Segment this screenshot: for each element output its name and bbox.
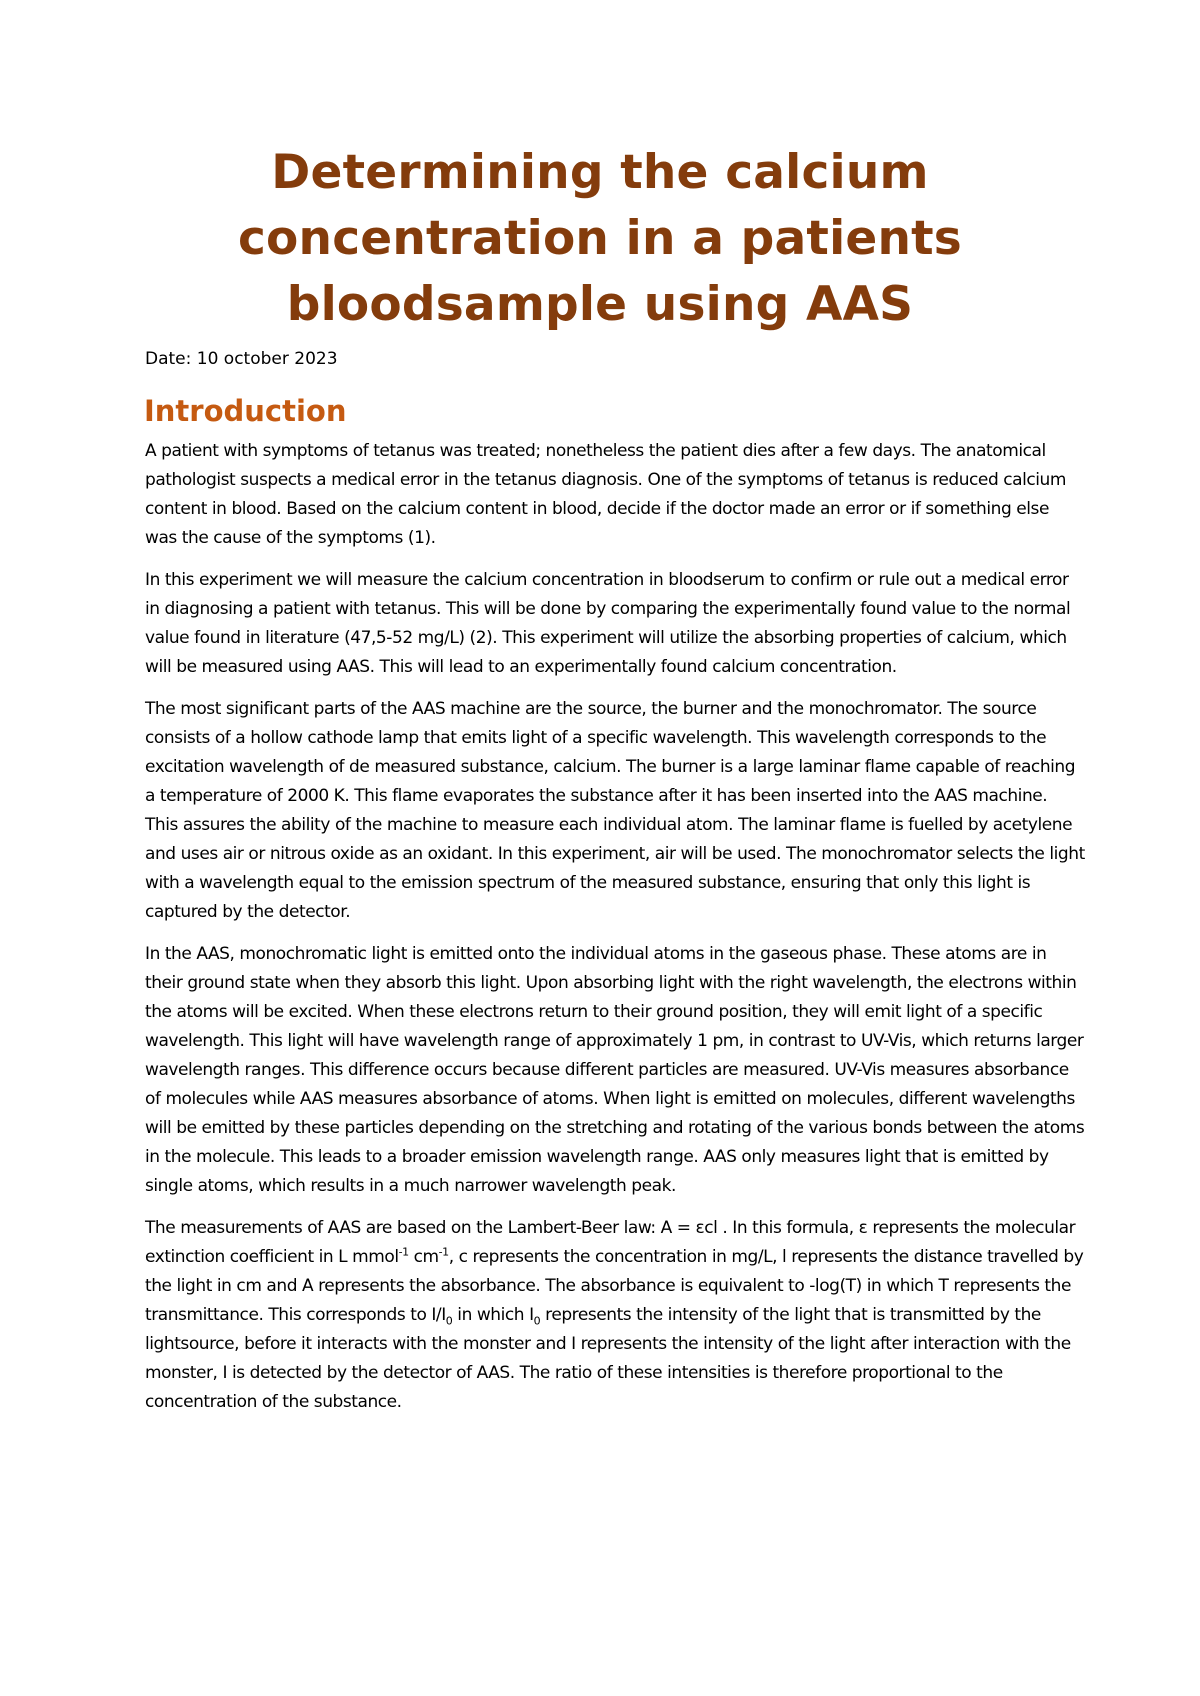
paragraph-5-part-3: , c represents the concentration in mg/L, l represents the distance travelled by the light in cm and A represents the absorbance. The absorbance is equivalent to -log(T) in which T represents the transmittance. This corresponds to I/I	[145, 1247, 1084, 1325]
paragraph-5-part-4: in which I	[452, 1305, 534, 1325]
superscript-exponent: -1	[398, 1245, 409, 1259]
paragraph-2: In this experiment we will measure the calcium concentration in bloodserum to confirm or rule out a medical error in diagnosing a patient with tetanus. This will be done by comparing the experimentally found value to the normal value found in literature (47,5-52 mg/L) (2). This experiment will utilize the absorbing properties of calcium, which will be measured using AAS. This will lead to an experimentally found calcium concentration.	[145, 570, 1071, 677]
subscript-zero: 0	[445, 1314, 453, 1328]
document-date: Date: 10 october 2023	[145, 349, 338, 369]
superscript-exponent: -1	[438, 1245, 449, 1259]
document-title: Determining the calcium concentration in a patients bloodsample using AAS	[238, 145, 962, 332]
paragraph-5-part-5: represents the intensity of the light that is transmitted by the lightsource, before it interacts with the monster and I represents the intensity of the light after interaction with the monster, I is detected by the detector of AAS. The ratio of these intensities is therefore proportional to the concentration of the substance.	[145, 1305, 1071, 1412]
paragraph-5-part-2: cm	[408, 1247, 439, 1267]
paragraph-5	[145, 1214, 1085, 1417]
introduction-body	[145, 437, 1085, 1430]
section-heading-introduction: Introduction	[144, 394, 347, 428]
paragraph-1: A patient with symptoms of tetanus was treated; nonetheless the patient dies after a few days. The anatomical pathologist suspects a medical error in the tetanus diagnosis. One of the symptoms of tetanus is reduced calcium content in blood. Based on the calcium content in blood, decide if the doctor made an error or if something else was the cause of the symptoms (1).	[145, 441, 1066, 548]
subscript-zero: 0	[533, 1314, 541, 1328]
paragraph-5-part-1: The measurements of AAS are based on the Lambert-Beer law: A = εcl . In this formula, ε represents the molecular extinction coefficient in L mmol	[145, 1218, 1076, 1267]
paragraph-4: In the AAS, monochromatic light is emitted onto the individual atoms in the gaseous phase. These atoms are in their ground state when they absorb this light. Upon absorbing light with the right wavelength, the electrons within the atoms will be excited. When these electrons return to their ground position, they will emit light of a specific wavelength. This light will have wavelength range of approximately 1 pm, in contrast to UV-Vis, which returns larger wavelength ranges. This difference occurs because different particles are measured. UV-Vis measures absorbance of molecules while AAS measures absorbance of atoms. When light is emitted on molecules, different wavelengths will be emitted by these particles depending on the stretching and rotating of the various bonds between the atoms in the molecule. This leads to a broader emission wavelength range. AAS only measures light that is emitted by single atoms, which results in a much narrower wavelength peak.	[145, 944, 1085, 1196]
paragraph-3: The most significant parts of the AAS machine are the source, the burner and the monochromator. The source consists of a hollow cathode lamp that emits light of a specific wavelength. This wavelength corresponds to the excitation wavelength of de measured substance, calcium. The burner is a large laminar flame capable of reaching a temperature of 2000 K. This flame evaporates the substance after it has been inserted into the AAS machine. This assures the ability of the machine to measure each individual atom. The laminar flame is fuelled by acetylene and uses air or nitrous oxide as an oxidant. In this experiment, air will be used. The monochromator selects the light with a wavelength equal to the emission spectrum of the measured substance, ensuring that only this light is captured by the detector.	[145, 699, 1085, 922]
